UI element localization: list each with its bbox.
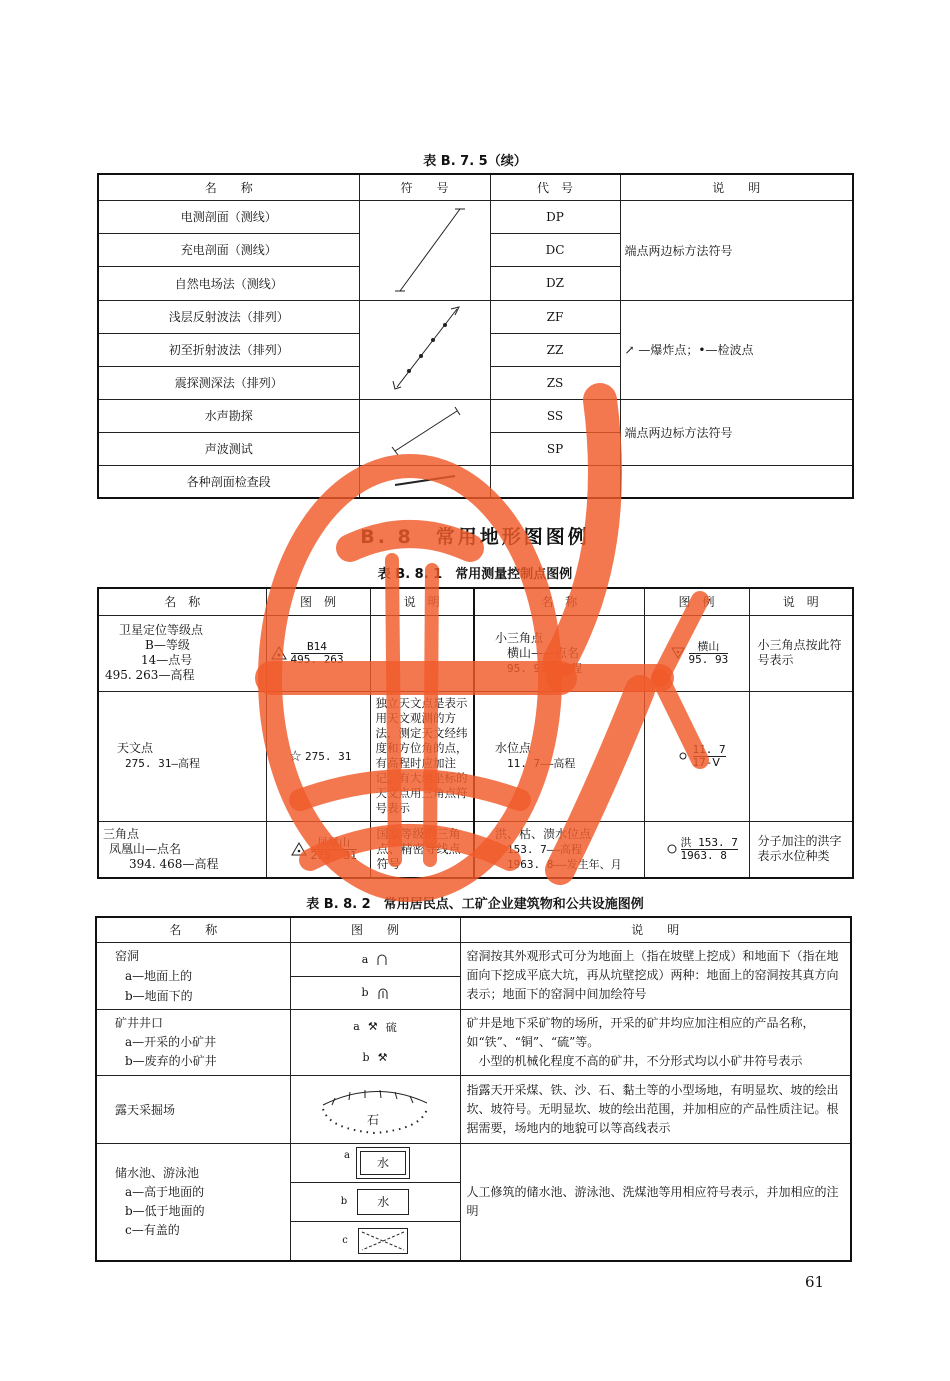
section-title: B. 8 常用地形图图例 — [360, 526, 590, 548]
col-header-legend: 图 例 — [266, 588, 370, 615]
row-note: 端点两边标方法符号 — [620, 200, 853, 300]
symbol-seismic-array — [359, 300, 490, 399]
row-note-empty — [620, 465, 853, 498]
inverted-triangle-icon — [671, 647, 685, 659]
row-name: 震探测深法（排列） — [98, 366, 359, 399]
open-pit-note: 指露天开采煤、铁、沙、石、黏土等的小型场地，有明显坎、坡的绘出坎、坡符号。无明显坎、坡的绘出范围，并加相应的产品性质注记。根据需要，场地内的地貌可以等高线表示 — [460, 1075, 851, 1143]
seismic-array-icon — [365, 301, 485, 395]
water-level-note-empty — [749, 691, 853, 821]
row-code: DC — [490, 233, 620, 266]
row-code: DZ — [490, 267, 620, 300]
row-code: ZZ — [490, 333, 620, 366]
triangle-icon — [291, 842, 307, 856]
mine-note: 矿井是地下采矿物的场所，开采的矿井均应加注相应的产品名称，如“铁”、“铜”、“硫”等。 小型的机械化程度不高的矿井，不分形式均以小矿井符号表示 — [460, 1009, 851, 1075]
circle-icon — [667, 844, 677, 854]
triangle-point-name: 三角点 凤凰山—点名 394. 468—高程 — [98, 821, 266, 878]
open-pit-symbol: 石 — [290, 1075, 460, 1143]
sonic-line-icon — [365, 401, 485, 461]
mine-active-icon: ⚒ — [367, 1020, 378, 1033]
row-code: SS — [490, 399, 620, 432]
table-b81 — [97, 587, 854, 879]
table-b75-caption: 表 B. 7. 5（续） — [423, 154, 527, 169]
mine-symbol: a ⚒ 硫 b ⚒ — [290, 1009, 460, 1075]
pool-note: 人工修筑的储水池、游泳池、洗煤池等用相应符号表示，并加相应的注明 — [460, 1143, 851, 1261]
cave-above-icon — [376, 953, 388, 965]
page-number: 61 — [805, 1273, 825, 1291]
water-level-name: 水位点 11. 7——高程 — [474, 691, 644, 821]
star-icon: ☆ — [288, 747, 302, 765]
row-name: 自然电场法（测线） — [98, 267, 359, 300]
gps-point-symbol: B14 495. 263 — [266, 615, 370, 691]
triangle-point-symbol: 凤凰山 275. 31 — [266, 821, 370, 878]
survey-line-icon — [365, 201, 485, 297]
col-header-note: 说 明 — [370, 588, 474, 615]
flood-level-symbol: 洪 153. 7 1963. 8 — [644, 821, 749, 878]
minor-triangle-name: 小三角点 横山——点名 95. 93——高程 — [474, 615, 644, 691]
col-header-legend-2: 图 例 — [644, 588, 749, 615]
cave-name: 窑洞 a—地面上的 b—地面下的 — [96, 942, 290, 1009]
open-pit-icon — [315, 1081, 435, 1137]
table-b82 — [95, 916, 852, 1262]
symbol-check-segment — [359, 465, 490, 498]
astro-point-note: 独立天文点是表示用天文观测的方法，测定天文经纬度和方位角的点，有高程时应加注记。有大地坐标的天文点用三角点符号表示 — [370, 691, 474, 821]
check-segment-icon — [365, 470, 485, 490]
triangle-dot-icon — [271, 646, 287, 660]
table-b82-caption: 表 B. 8. 2 常用居民点、工矿企业建筑物和公共设施图例 — [306, 897, 644, 912]
col-header-name: 名 称 — [96, 917, 290, 942]
flood-level-name: 洪、枯、溃水位点 153. 7——高程 1963. 8——发生年、月 — [474, 821, 644, 878]
row-name: 充电剖面（测线） — [98, 233, 359, 266]
row-name: 各种剖面检查段 — [98, 465, 359, 498]
row-code: ZF — [490, 300, 620, 333]
col-header-code: 代 号 — [490, 174, 620, 200]
open-pit-name: 露天采掘场 — [96, 1075, 290, 1143]
circle-icon — [679, 752, 687, 760]
minor-triangle-note: 小三角点按此符号表示 — [749, 615, 853, 691]
row-note: ↗ —爆炸点；•—检波点 — [620, 300, 853, 399]
row-name: 水声勘探 — [98, 399, 359, 432]
triangle-point-note: 国家等级的三角点、精密导线点符号 — [370, 821, 474, 878]
symbol-sonic-line — [359, 399, 490, 465]
mine-name: 矿井井口 a—开采的小矿井 b—废弃的小矿井 — [96, 1009, 290, 1075]
pool-symbol: a 水 b 水 c — [290, 1143, 460, 1261]
row-name: 初至折射波法（排列） — [98, 333, 359, 366]
pool-name: 储水池、游泳池 a—高于地面的 b—低于地面的 c—有盖的 — [96, 1143, 290, 1261]
pool-covered-icon — [358, 1228, 408, 1254]
cave-note: 窑洞按其外观形式可分为地面上（指在坡壁上挖成）和地面下（指在地面向下挖成平底大坑，再从坑壁挖成）两种：地面上的窑洞按其真方向表示；地面下的窑洞中间加绘符号 — [460, 942, 851, 1009]
astro-point-name: 天文点 275. 31—高程 — [98, 691, 266, 821]
col-header-name: 名 称 — [98, 174, 359, 200]
water-level-symbol: 11. 7 17-Ⅴ — [644, 691, 749, 821]
row-code: DP — [490, 200, 620, 233]
gps-point-name: 卫星定位等级点 B—等级 14—点号 495. 263—高程 — [98, 615, 266, 691]
astro-point-symbol: ☆ 275. 31 — [266, 691, 370, 821]
row-name: 声波测试 — [98, 432, 359, 465]
row-code — [490, 465, 620, 498]
cave-below-icon — [377, 987, 389, 999]
col-header-legend: 图 例 — [290, 917, 460, 942]
row-code: SP — [490, 432, 620, 465]
pool-above-icon: 水 — [360, 1151, 406, 1175]
row-name: 浅层反射波法（排列） — [98, 300, 359, 333]
row-note: 端点两边标方法符号 — [620, 399, 853, 465]
col-header-symbol: 符 号 — [359, 174, 490, 200]
flood-level-note: 分子加注的洪字表示水位种类 — [749, 821, 853, 878]
row-name: 电测剖面（测线） — [98, 200, 359, 233]
symbol-survey-line — [359, 200, 490, 300]
col-header-name-2: 名 称 — [474, 588, 644, 615]
cave-symbol: a b — [290, 942, 460, 1009]
col-header-note: 说 明 — [460, 917, 851, 942]
table-b75 — [97, 173, 854, 499]
col-header-note-2: 说 明 — [749, 588, 853, 615]
table-b81-caption: 表 B. 8. 1 常用测量控制点图例 — [377, 567, 573, 582]
mine-abandoned-icon: ⚒ — [377, 1051, 388, 1064]
minor-triangle-symbol: 横山 95. 93 — [644, 615, 749, 691]
row-code: ZS — [490, 366, 620, 399]
col-header-note: 说 明 — [620, 174, 853, 200]
pool-below-icon: 水 — [357, 1189, 409, 1215]
col-header-name: 名 称 — [98, 588, 266, 615]
gps-point-note-empty — [370, 615, 474, 691]
